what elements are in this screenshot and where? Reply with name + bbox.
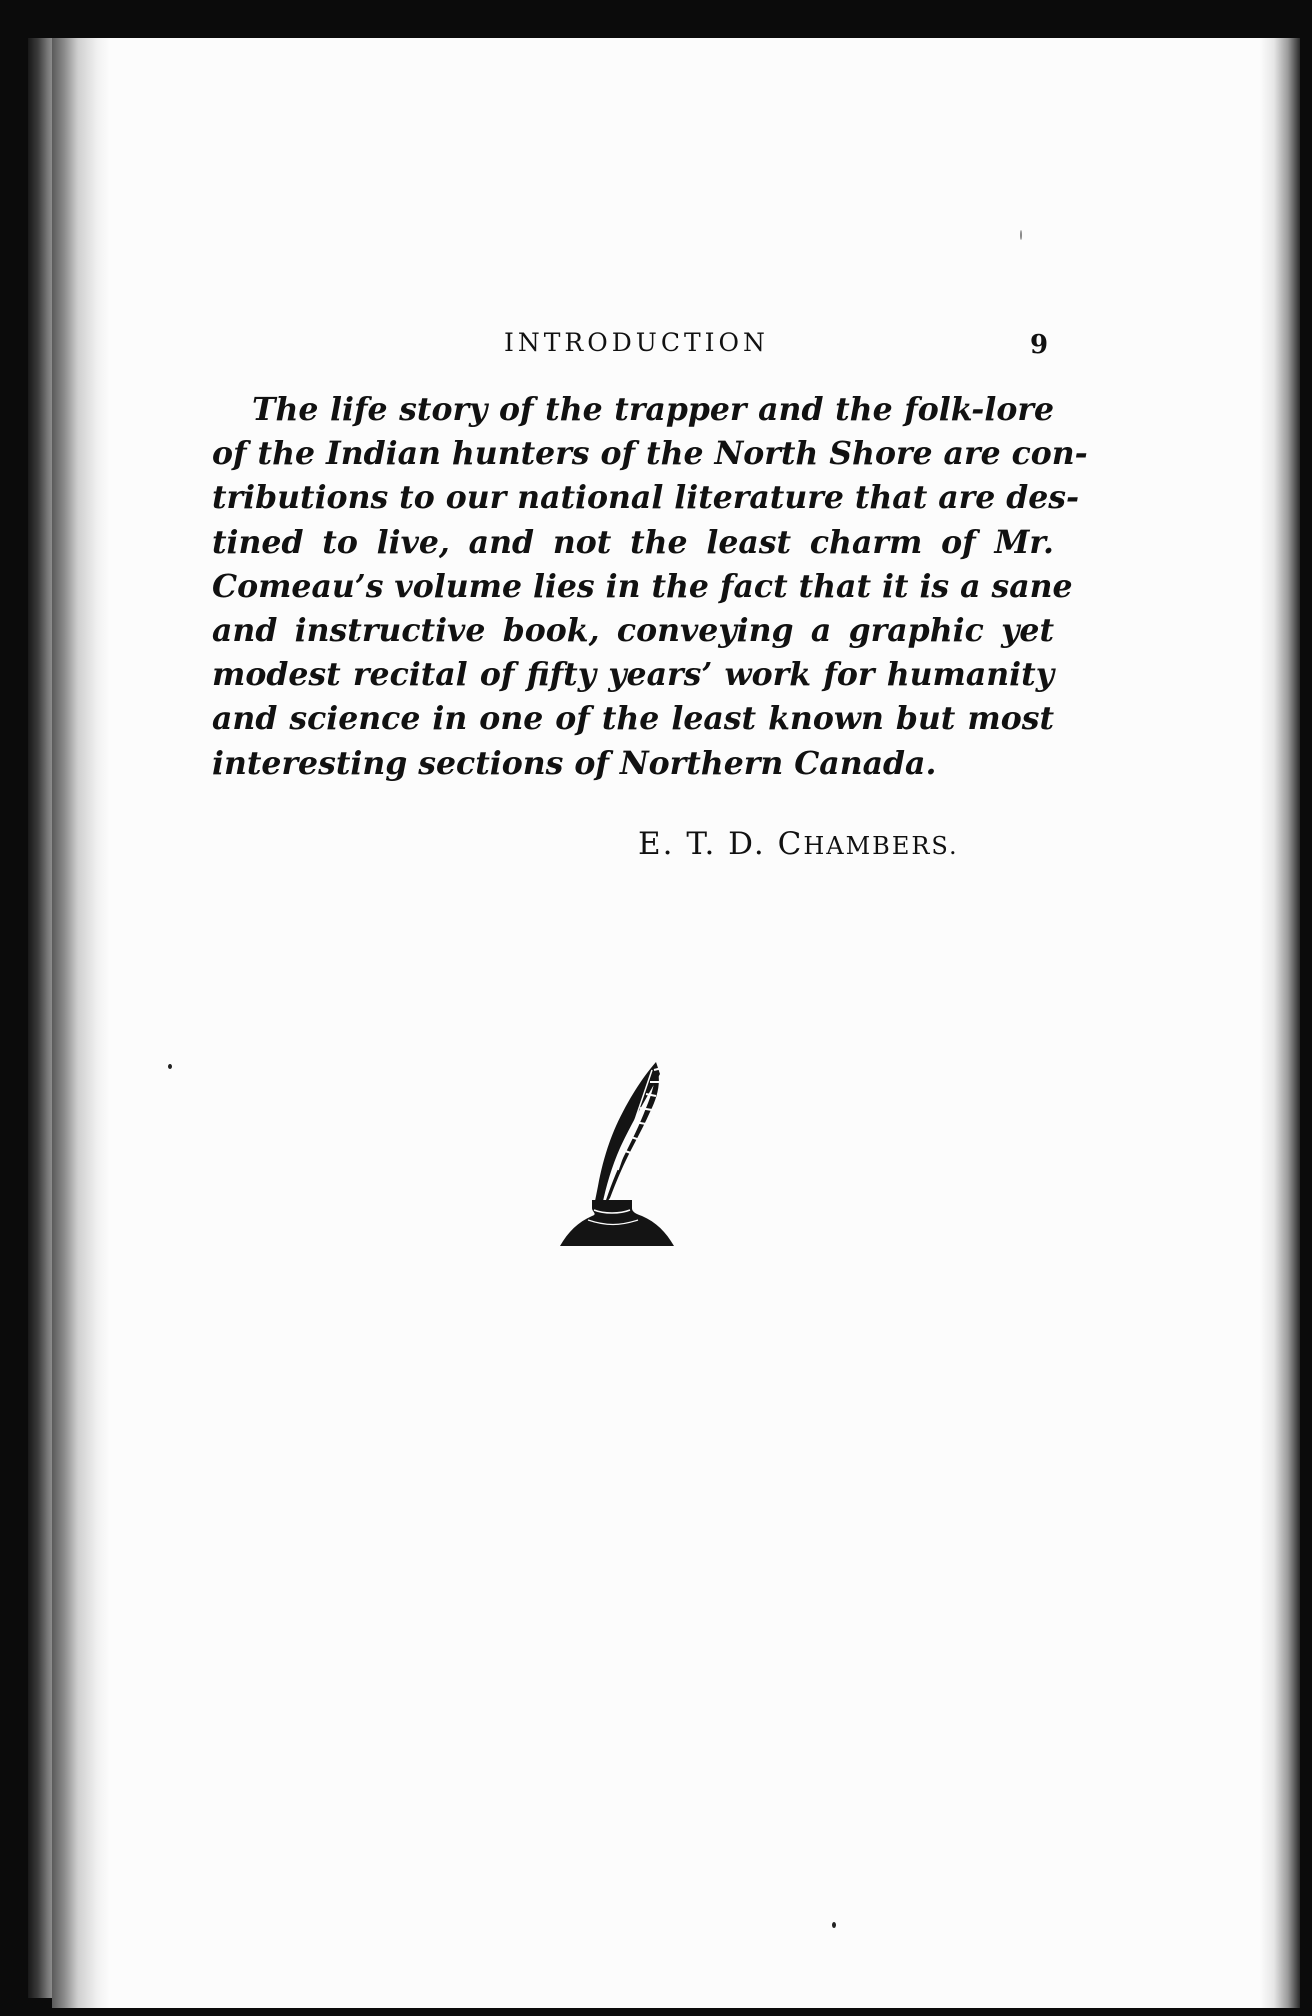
quill-and-inkwell-icon — [558, 1060, 678, 1250]
text-line: interesting sections of Northern Canada. — [212, 744, 937, 782]
running-head: INTRODUCTION — [504, 328, 769, 357]
dust-speck — [832, 1922, 836, 1928]
introduction-paragraph — [212, 388, 1088, 786]
text-line: The life story of the trapper and the folk-lore — [252, 391, 1054, 428]
page-number: 9 — [1030, 330, 1049, 360]
book-page — [52, 38, 1300, 2008]
text-line: and instructive book, conveying a graphic yet — [212, 612, 1054, 650]
text-line: of the Indian hunters of the North Shore are con- — [212, 435, 1088, 473]
text-line: tributions to our national literature that are des- — [212, 479, 1080, 517]
quill-feather — [594, 1062, 660, 1206]
signature-initials: E. T. D. C — [638, 826, 804, 862]
signature-surname: HAMBERS. — [803, 832, 959, 860]
dust-speck — [1020, 230, 1022, 240]
text-line: Comeau’s volume lies in the fact that it is a sane — [212, 567, 1073, 605]
author-signature — [638, 826, 959, 862]
text-line: and science in one of the least known but most — [212, 700, 1054, 738]
text-line: modest recital of fifty years’ work for humanity — [212, 656, 1054, 694]
text-line: tined to live, and not the least charm of Mr. — [212, 523, 1054, 561]
page-header — [52, 328, 1300, 368]
dust-speck — [168, 1064, 172, 1069]
inkwell — [560, 1200, 674, 1246]
